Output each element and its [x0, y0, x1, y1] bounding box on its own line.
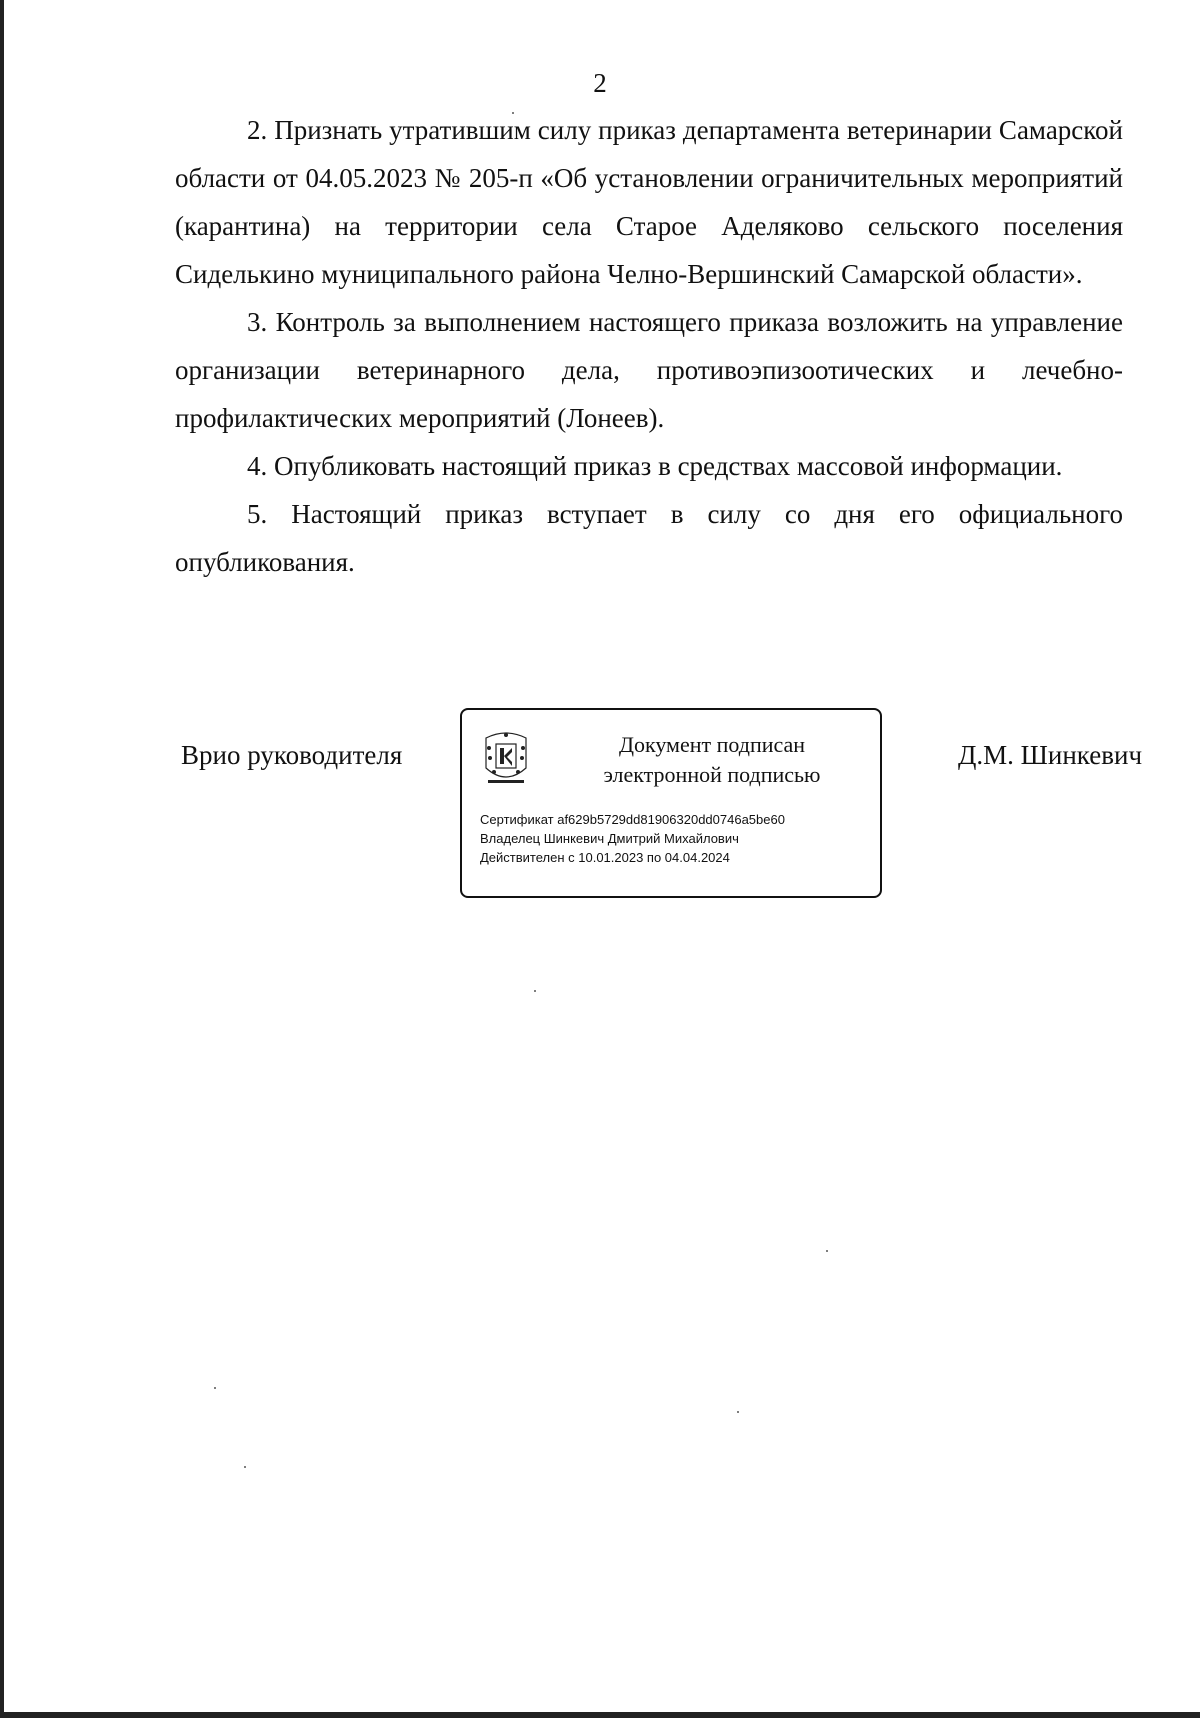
- scan-speck: [826, 1250, 828, 1252]
- certificate-owner: Владелец Шинкевич Дмитрий Михайлович: [480, 831, 739, 846]
- signatory-role: Врио руководителя: [181, 740, 403, 770]
- esignature-details: [480, 810, 785, 867]
- scan-speck: [244, 1466, 246, 1468]
- document-body: [175, 106, 1123, 586]
- esignature-title-line1: Документ подписан: [618, 732, 806, 757]
- scan-speck: [737, 1411, 739, 1413]
- paragraph-4: 4. Опубликовать настоящий приказ в средствах массовой информации.: [247, 451, 1063, 481]
- paragraph-2: 2. Признать утратившим силу приказ департамента ветеринарии Самарской области от 04.05.2023 № 205-п «Об установлении ограничительных мероприятий (карантина) на территории села Старое Аделяково сельского поселения Сиделькино муниципального района Челно-Вершинский Самарской области».: [175, 115, 1123, 289]
- page-number: 2: [593, 68, 607, 98]
- paragraph-3: 3. Контроль за выполнением настоящего приказа возложить на управление организации ветеринарного дела, противоэпизоотических и лечебно-профилактических мероприятий (Лонеев).: [175, 307, 1123, 433]
- scan-speck: [214, 1387, 216, 1389]
- signatory-name: Д.М. Шинкевич: [958, 740, 1143, 770]
- scan-speck: [534, 990, 536, 992]
- esignature-title: [572, 730, 852, 790]
- certificate-number: Сертификат af629b5729dd81906320dd0746a5be60: [480, 812, 785, 827]
- scan-edge-bottom: [0, 1712, 1200, 1718]
- esignature-title-line2: электронной подписью: [603, 762, 821, 787]
- certificate-validity: Действителен с 10.01.2023 по 04.04.2024: [480, 850, 730, 865]
- paragraph-5: 5. Настоящий приказ вступает в силу со дня его официального опубликования.: [175, 499, 1123, 577]
- electronic-signature-stamp: [460, 708, 882, 898]
- signature-block: [0, 700, 1200, 910]
- coat-of-arms-icon: [480, 728, 532, 790]
